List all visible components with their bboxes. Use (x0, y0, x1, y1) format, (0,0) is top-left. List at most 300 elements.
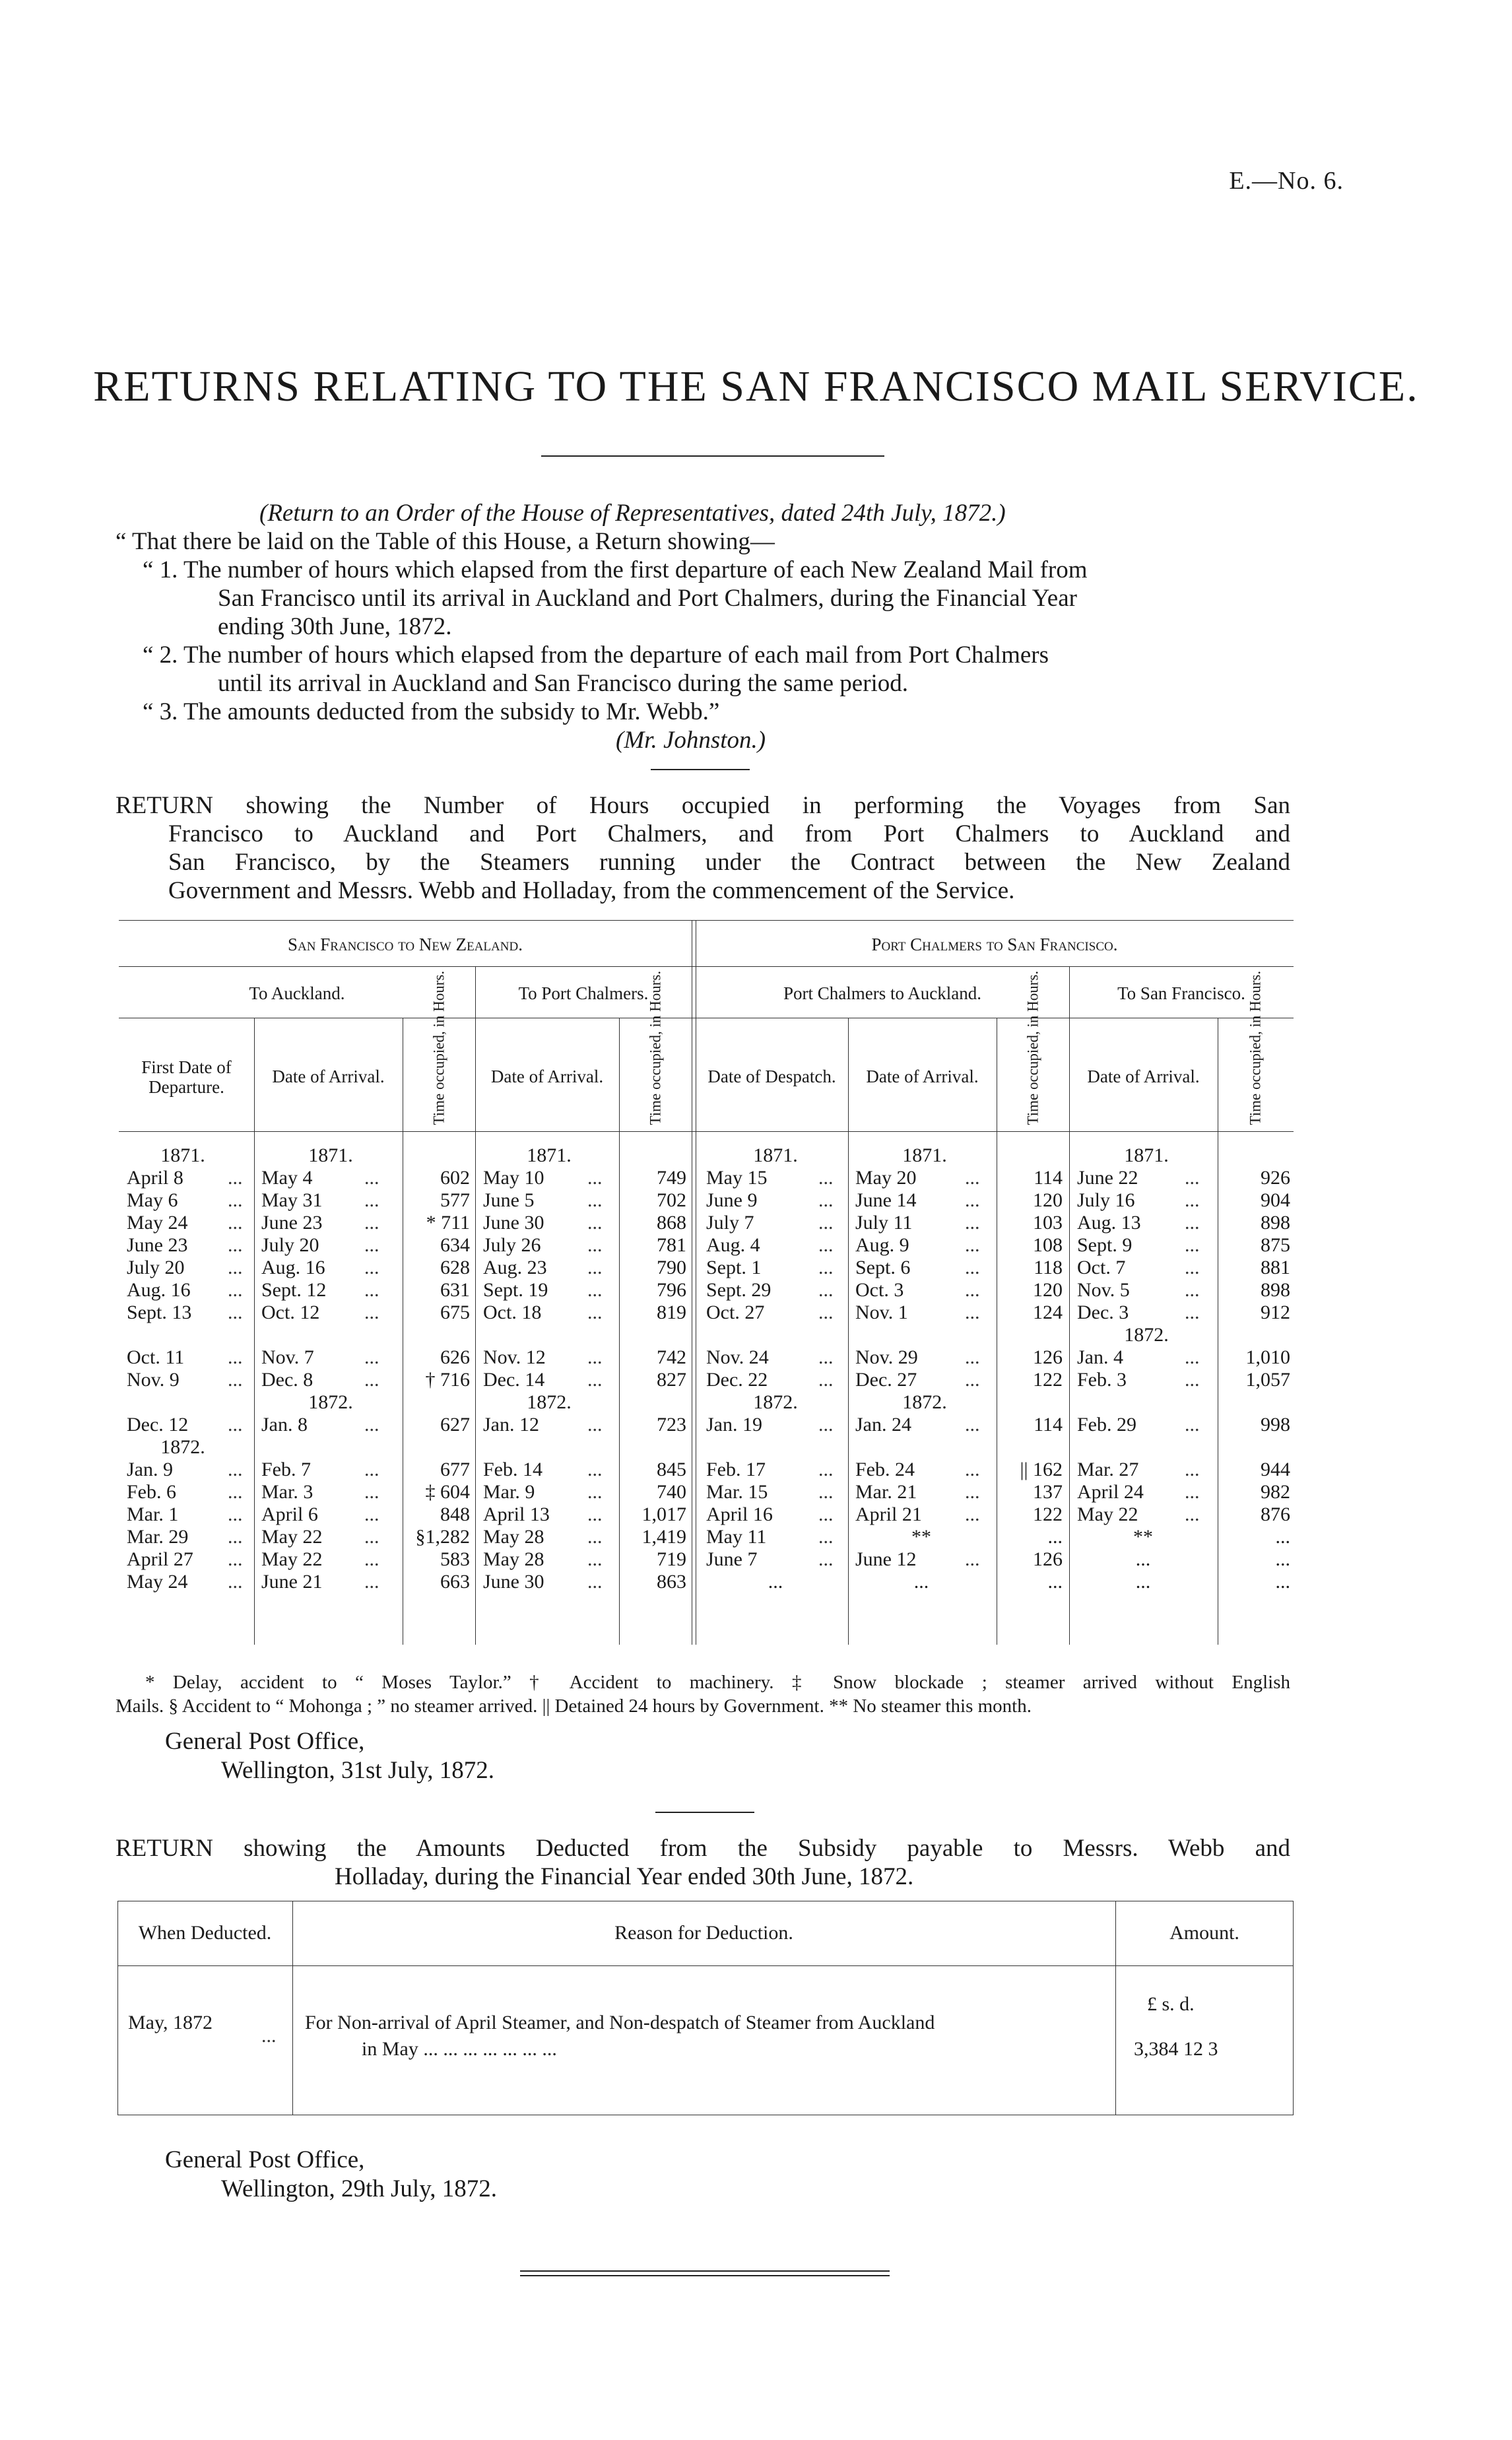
cell-arrival-pc: Dec. 14 (483, 1369, 545, 1391)
cell-arrival-auckland-2: Mar. 21 (855, 1481, 917, 1503)
cell-arrival-auckland-2: Nov. 29 (855, 1346, 918, 1368)
cell-arrival-pc-dots: ... (587, 1526, 603, 1548)
cell-departure-dots: ... (228, 1481, 243, 1503)
cell-hours-auckland-2: 114 (1034, 1167, 1063, 1189)
cell-departure-dots: ... (228, 1503, 243, 1525)
cell-arrival-pc: Aug. 23 (483, 1257, 547, 1278)
cell-departure: June 23 (127, 1234, 188, 1256)
cell-arrival-sf: Aug. 13 (1077, 1212, 1141, 1234)
table-row (119, 1167, 1294, 1189)
cell-arrival-auckland-dots: ... (364, 1526, 379, 1548)
table-row (119, 1571, 1294, 1593)
cell-hours-auckland-2: 126 (1033, 1346, 1063, 1368)
cell-arrival-pc: May 10 (483, 1167, 544, 1189)
cell-arrival-sf: ... (1135, 1548, 1151, 1570)
cell-departure: Mar. 1 (127, 1503, 179, 1525)
cell-hours-sf: ... (1275, 1571, 1290, 1593)
cell-arrival-auckland-dots: ... (364, 1257, 379, 1278)
cell-arrival-pc-dots: ... (587, 1257, 603, 1278)
cell-arrival-pc: May 28 (483, 1526, 544, 1548)
cell-despatch: June 9 (706, 1189, 758, 1211)
cell-arrival-auckland-2-dots: ... (965, 1346, 980, 1368)
group-header-rule (119, 966, 1294, 967)
cell-hours-sf: 898 (1261, 1212, 1290, 1234)
cell-departure: Dec. 12 (127, 1414, 189, 1435)
cell-hours-pc: 790 (657, 1257, 686, 1278)
cell-despatch: Aug. 4 (706, 1234, 760, 1256)
cell-departure: Jan. 9 (127, 1459, 173, 1480)
table-row (119, 1324, 1294, 1346)
cell-despatch: June 7 (706, 1548, 758, 1570)
page-title: RETURNS RELATING TO THE SAN FRANCISCO MAIL SERVICE. (93, 362, 1419, 411)
cell-arrival-pc-dots: ... (587, 1234, 603, 1256)
cell-arrival-sf: Oct. 7 (1077, 1257, 1126, 1278)
cell-arrival-pc: Oct. 18 (483, 1302, 542, 1323)
cell-hours-pc: 719 (657, 1548, 686, 1570)
cell-arrival-sf: Nov. 5 (1077, 1279, 1130, 1301)
cell-departure: July 20 (127, 1257, 185, 1278)
cell-departure-dots: ... (228, 1571, 243, 1593)
cell-arrival-auckland-2-dots: ... (965, 1548, 980, 1570)
deduction-when-dots: ... (261, 2025, 277, 2047)
cell-hours-auckland: 677 (440, 1459, 470, 1480)
table-row (119, 1234, 1294, 1257)
cell-arrival-sf: ** (1133, 1526, 1153, 1548)
cell-arrival-sf: May 22 (1077, 1503, 1138, 1525)
cell-arrival-sf-dots: ... (1185, 1234, 1200, 1256)
deduction-when-value: May, 1872 (128, 2012, 213, 2033)
cell-arrival-auckland: Oct. 12 (261, 1302, 320, 1323)
col-header-arrival-pc: Date of Arrival. (490, 1067, 604, 1086)
cell-arrival-auckland-dots: ... (364, 1302, 379, 1323)
cell-arrival-pc-dots: ... (587, 1167, 603, 1189)
cell-arrival-auckland-dots: ... (364, 1234, 379, 1256)
cell-arrival-auckland-dots: ... (364, 1548, 379, 1570)
cell-departure-dots: ... (228, 1167, 243, 1189)
order-item-1b: San Francisco until its arrival in Auckland and Port Chalmers, during the Financial Year (218, 585, 1077, 612)
cell-despatch-dots: ... (818, 1526, 834, 1548)
section-rule (655, 1812, 754, 1813)
return1-line-4: Government and Messrs. Webb and Holladay, from the commencement of the Service. (168, 877, 1015, 904)
cell-despatch: Oct. 27 (706, 1302, 765, 1323)
cell-arrival-auckland: May 31 (261, 1189, 323, 1211)
table-row (119, 1257, 1294, 1279)
cell-hours-sf: 876 (1261, 1503, 1290, 1525)
cell-hours-sf: ... (1275, 1526, 1290, 1548)
cell-arrival-sf: July 16 (1077, 1189, 1135, 1211)
cell-arrival-pc: Nov. 12 (483, 1346, 546, 1368)
cell-departure-dots: ... (228, 1526, 243, 1548)
cell-hours-sf: 898 (1261, 1279, 1290, 1301)
table-row (119, 1548, 1294, 1571)
col-header-time-auckland-2: Time occupied, in Hours. (1024, 970, 1041, 1125)
cell-arrival-auckland-2: Aug. 9 (855, 1234, 909, 1256)
table-row (119, 1302, 1294, 1324)
cell-despatch-dots: ... (818, 1481, 834, 1503)
voyage-table (119, 920, 1294, 1646)
cell-arrival-auckland-dots: ... (364, 1279, 379, 1301)
cell-arrival-auckland-2-dots: ... (965, 1503, 980, 1525)
cell-arrival-pc-dots: ... (587, 1279, 603, 1301)
order-line-1: “ That there be laid on the Table of this House, a Return showing— (115, 528, 775, 555)
table-row (119, 1144, 1294, 1167)
cell-hours-auckland-2: 137 (1033, 1481, 1063, 1503)
cell-hours-pc: 863 (657, 1571, 686, 1593)
cell-despatch: Dec. 22 (706, 1369, 768, 1391)
cell-departure: Mar. 29 (127, 1526, 189, 1548)
cell-arrival-sf: April 24 (1077, 1481, 1144, 1503)
cell-arrival-auckland: June 21 (261, 1571, 323, 1593)
cell-despatch: Nov. 24 (706, 1346, 769, 1368)
cell-hours-sf: 926 (1261, 1167, 1290, 1189)
cell-arrival-pc: July 26 (483, 1234, 541, 1256)
deduction-currency-header: £ s. d. (1147, 1993, 1195, 2015)
order-item-2b: until its arrival in Auckland and San Francisco during the same period. (218, 670, 909, 697)
subheader-to-san-francisco: To San Francisco. (1117, 983, 1245, 1003)
cell-departure-dots: ... (228, 1212, 243, 1234)
cell-departure: Oct. 11 (127, 1346, 185, 1368)
cell-arrival-auckland-dots: ... (364, 1414, 379, 1435)
cell-arrival-sf-dots: ... (1185, 1257, 1200, 1278)
table-row (119, 1481, 1294, 1503)
cell-arrival-pc-dots: ... (587, 1302, 603, 1323)
cell-hours-sf: 912 (1261, 1302, 1290, 1323)
cell-departure-dots: ... (228, 1302, 243, 1323)
table-top-rule (119, 920, 1294, 921)
cell-arrival-auckland-2: 1872. (902, 1391, 947, 1413)
cell-arrival-auckland-dots: ... (364, 1212, 379, 1234)
table-row (119, 1414, 1294, 1436)
cell-arrival-sf-dots: ... (1185, 1369, 1200, 1391)
table-row (119, 1459, 1294, 1481)
cell-arrival-auckland-2-dots: ... (965, 1481, 980, 1503)
cell-arrival-auckland-2: June 12 (855, 1548, 917, 1570)
cell-hours-auckland-2: 120 (1033, 1189, 1063, 1211)
cell-arrival-auckland-2-dots: ... (965, 1369, 980, 1391)
cell-departure-dots: ... (228, 1346, 243, 1368)
deduction-header-rule (117, 1965, 1294, 1966)
cell-despatch: Feb. 17 (706, 1459, 766, 1480)
cell-hours-auckland: † 716 (425, 1369, 470, 1391)
cell-arrival-sf-dots: ... (1185, 1481, 1200, 1503)
cell-despatch-dots: ... (818, 1459, 834, 1480)
cell-arrival-auckland-2: 1871. (902, 1144, 947, 1166)
cell-despatch: July 7 (706, 1212, 754, 1234)
footnote-line-1: * Delay, accident to “ Moses Taylor.” † Accident to machinery. ‡ Snow blockade ; steamer arrived without English (145, 1672, 1290, 1693)
cell-arrival-pc: Feb. 14 (483, 1459, 542, 1480)
cell-despatch: Sept. 29 (706, 1279, 772, 1301)
cell-hours-auckland-2: 122 (1033, 1503, 1063, 1525)
cell-departure-dots: ... (228, 1257, 243, 1278)
cell-arrival-auckland: July 20 (261, 1234, 319, 1256)
table-row (119, 1346, 1294, 1369)
subheader-to-port-chalmers: To Port Chalmers. (518, 983, 649, 1003)
cell-arrival-pc: 1872. (527, 1391, 572, 1413)
cell-arrival-auckland-dots: ... (364, 1481, 379, 1503)
cell-hours-auckland-2: ... (1047, 1571, 1063, 1593)
cell-hours-pc: 868 (657, 1212, 686, 1234)
cell-arrival-sf-dots: ... (1185, 1189, 1200, 1211)
cell-hours-auckland: 626 (440, 1346, 470, 1368)
cell-arrival-pc: Sept. 19 (483, 1279, 548, 1301)
cell-hours-auckland-2: 126 (1033, 1548, 1063, 1570)
cell-arrival-auckland-2: ** (911, 1526, 931, 1548)
cell-hours-sf: ... (1275, 1548, 1290, 1570)
cell-hours-sf: 1,057 (1245, 1369, 1290, 1391)
table-row (119, 1391, 1294, 1414)
cell-despatch-dots: ... (818, 1548, 834, 1570)
return1-line-2: Francisco to Auckland and Port Chalmers, and from Port Chalmers to Auckland and (168, 820, 1290, 847)
cell-despatch-dots: ... (818, 1302, 834, 1323)
cell-departure: Aug. 16 (127, 1279, 191, 1301)
deduction-col-reason: Reason for Deduction. (614, 1922, 793, 1944)
signoff1-place: Wellington, 31st July, 1872. (221, 1757, 494, 1784)
cell-arrival-sf-dots: ... (1185, 1167, 1200, 1189)
cell-arrival-auckland-2-dots: ... (965, 1257, 980, 1278)
cell-hours-pc: 702 (657, 1189, 686, 1211)
cell-hours-auckland-2: 118 (1034, 1257, 1063, 1278)
cell-arrival-auckland-2: May 20 (855, 1167, 917, 1189)
cell-arrival-pc: Jan. 12 (483, 1414, 539, 1435)
cell-arrival-sf-dots: ... (1185, 1212, 1200, 1234)
cell-arrival-pc: June 30 (483, 1212, 544, 1234)
cell-arrival-pc-dots: ... (587, 1459, 603, 1480)
table-row (119, 1526, 1294, 1548)
cell-hours-pc: 845 (657, 1459, 686, 1480)
cell-hours-auckland: 577 (440, 1189, 470, 1211)
cell-hours-auckland-2: 120 (1033, 1279, 1063, 1301)
cell-arrival-auckland-2: Nov. 1 (855, 1302, 908, 1323)
cell-departure: April 27 (127, 1548, 193, 1570)
cell-arrival-auckland: June 23 (261, 1212, 323, 1234)
cell-arrival-auckland-dots: ... (364, 1189, 379, 1211)
cell-departure: Sept. 13 (127, 1302, 192, 1323)
cell-arrival-auckland-2: July 11 (855, 1212, 913, 1234)
cell-arrival-auckland-dots: ... (364, 1571, 379, 1593)
cell-arrival-pc-dots: ... (587, 1212, 603, 1234)
cell-hours-pc: 781 (657, 1234, 686, 1256)
deduction-amount-value: 3,384 12 3 (1134, 2038, 1218, 2060)
cell-departure: Feb. 6 (127, 1481, 176, 1503)
cell-departure-dots: ... (228, 1189, 243, 1211)
deduction-table (117, 1901, 1294, 2115)
cell-hours-auckland: 663 (440, 1571, 470, 1593)
signoff1-office: General Post Office, (165, 1728, 365, 1755)
cell-despatch: April 16 (706, 1503, 773, 1525)
cell-despatch-dots: ... (818, 1234, 834, 1256)
cell-arrival-auckland-2: April 21 (855, 1503, 922, 1525)
group-header-pc-sf: Port Chalmers to San Francisco. (871, 935, 1118, 954)
cell-despatch: 1872. (753, 1391, 798, 1413)
cell-arrival-pc-dots: ... (587, 1189, 603, 1211)
cell-hours-sf: 881 (1261, 1257, 1290, 1278)
column-header-rule (119, 1131, 1294, 1132)
cell-despatch-dots: ... (818, 1346, 834, 1368)
cell-departure: May 24 (127, 1212, 188, 1234)
cell-arrival-auckland-2-dots: ... (965, 1459, 980, 1480)
cell-despatch: Mar. 15 (706, 1481, 768, 1503)
table-row (119, 1436, 1294, 1459)
cell-departure-dots: ... (228, 1459, 243, 1480)
cell-hours-auckland: 848 (440, 1503, 470, 1525)
cell-arrival-auckland-dots: ... (364, 1459, 379, 1480)
cell-hours-auckland: §1,282 (415, 1526, 470, 1548)
cell-arrival-sf: Jan. 4 (1077, 1346, 1123, 1368)
closing-rule-top (520, 2270, 890, 2272)
cell-arrival-auckland-2-dots: ... (965, 1234, 980, 1256)
cell-arrival-auckland: Nov. 7 (261, 1346, 314, 1368)
cell-despatch-dots: ... (818, 1189, 834, 1211)
table-row (119, 1503, 1294, 1526)
cell-despatch: ... (768, 1571, 783, 1593)
cell-hours-sf: 875 (1261, 1234, 1290, 1256)
footnote-line-2: Mails. § Accident to “ Mohonga ; ” no steamer arrived. || Detained 24 hours by Government. ** No steamer this month. (115, 1696, 1032, 1717)
subheader-to-auckland: To Auckland. (249, 983, 345, 1003)
cell-hours-auckland-2: ... (1047, 1526, 1063, 1548)
table-row (119, 1212, 1294, 1234)
cell-arrival-sf: 1871. (1124, 1144, 1169, 1166)
closing-rule-bottom (520, 2275, 890, 2276)
cell-arrival-auckland-2: Dec. 27 (855, 1369, 917, 1391)
cell-arrival-auckland-2: June 14 (855, 1189, 917, 1211)
cell-arrival-pc-dots: ... (587, 1548, 603, 1570)
cell-despatch: May 11 (706, 1526, 767, 1548)
cell-arrival-auckland-2: ... (913, 1571, 929, 1593)
cell-arrival-sf-dots: ... (1185, 1459, 1200, 1480)
cell-departure: May 24 (127, 1571, 188, 1593)
deduction-col-when: When Deducted. (138, 1922, 272, 1944)
order-rule (651, 769, 750, 770)
cell-arrival-pc: 1871. (527, 1144, 572, 1166)
order-item-3: “ 3. The amounts deducted from the subsidy to Mr. Webb.” (143, 698, 720, 725)
cell-hours-sf: 944 (1261, 1459, 1290, 1480)
cell-arrival-auckland-2-dots: ... (965, 1167, 980, 1189)
cell-arrival-auckland-2: Sept. 6 (855, 1257, 911, 1278)
cell-arrival-pc-dots: ... (587, 1414, 603, 1435)
table-row (119, 1369, 1294, 1391)
cell-departure-dots: ... (228, 1279, 243, 1301)
cell-arrival-auckland: Aug. 16 (261, 1257, 325, 1278)
cell-hours-auckland: ‡ 604 (425, 1481, 470, 1503)
col-header-arrival-auckland-2: Date of Arrival. (866, 1067, 979, 1086)
cell-hours-auckland-2: 114 (1034, 1414, 1063, 1435)
return2-line-2: Holladay, during the Financial Year ended 30th June, 1872. (335, 1863, 914, 1890)
cell-arrival-auckland-dots: ... (364, 1346, 379, 1368)
document-code: E.—No. 6. (1229, 167, 1344, 195)
cell-arrival-auckland: 1871. (308, 1144, 353, 1166)
cell-hours-auckland-2: 124 (1033, 1302, 1063, 1323)
cell-arrival-sf: Dec. 3 (1077, 1302, 1129, 1323)
cell-arrival-auckland-dots: ... (364, 1503, 379, 1525)
cell-departure-dots: ... (228, 1414, 243, 1435)
cell-hours-sf: 1,010 (1245, 1346, 1290, 1368)
order-item-2a: “ 2. The number of hours which elapsed from the departure of each mail from Port Chalmers (143, 642, 1049, 669)
cell-despatch-dots: ... (818, 1369, 834, 1391)
group-header-sf-nz: San Francisco to New Zealand. (288, 935, 523, 954)
col-header-despatch: Date of Despatch. (707, 1067, 836, 1086)
cell-arrival-sf: 1872. (1124, 1324, 1169, 1346)
cell-arrival-sf-dots: ... (1185, 1302, 1200, 1323)
cell-departure: 1871. (160, 1144, 205, 1166)
cell-despatch: May 15 (706, 1167, 768, 1189)
cell-arrival-auckland-2-dots: ... (965, 1212, 980, 1234)
return2-line-1: RETURN showing the Amounts Deducted from the Subsidy payable to Messrs. Webb and (115, 1835, 1290, 1862)
cell-arrival-sf-dots: ... (1185, 1414, 1200, 1435)
cell-hours-sf: 982 (1261, 1481, 1290, 1503)
signoff2-place: Wellington, 29th July, 1872. (221, 2175, 498, 2202)
cell-arrival-sf-dots: ... (1185, 1279, 1200, 1301)
order-item-1c: ending 30th June, 1872. (218, 613, 452, 640)
col-header-time-pc: Time occupied, in Hours. (647, 970, 664, 1125)
cell-arrival-sf: Feb. 3 (1077, 1369, 1127, 1391)
cell-hours-auckland: 631 (440, 1279, 470, 1301)
col-header-arrival-sf: Date of Arrival. (1087, 1067, 1200, 1086)
cell-arrival-auckland-2-dots: ... (965, 1414, 980, 1435)
col-header-first-date: First Date of Departure. (141, 1057, 232, 1097)
cell-hours-pc: 740 (657, 1481, 686, 1503)
cell-hours-auckland: 627 (440, 1414, 470, 1435)
cell-hours-auckland-2: 108 (1033, 1234, 1063, 1256)
col-header-time-auckland: Time occupied, in Hours. (430, 970, 447, 1125)
cell-arrival-pc-dots: ... (587, 1346, 603, 1368)
cell-despatch: Sept. 1 (706, 1257, 762, 1278)
cell-despatch-dots: ... (818, 1257, 834, 1278)
cell-departure-dots: ... (228, 1369, 243, 1391)
cell-hours-auckland: 583 (440, 1548, 470, 1570)
cell-hours-auckland: 675 (440, 1302, 470, 1323)
cell-hours-auckland-2: || 162 (1020, 1459, 1063, 1480)
cell-despatch-dots: ... (818, 1503, 834, 1525)
cell-hours-pc: 827 (657, 1369, 686, 1391)
cell-arrival-auckland-dots: ... (364, 1369, 379, 1391)
cell-arrival-sf: Feb. 29 (1077, 1414, 1136, 1435)
cell-arrival-auckland: April 6 (261, 1503, 318, 1525)
table-row (119, 1279, 1294, 1302)
cell-arrival-auckland-2-dots: ... (965, 1189, 980, 1211)
cell-hours-pc: 1,017 (641, 1503, 686, 1525)
return1-line-1: RETURN showing the Number of Hours occupied in performing the Voyages from San (115, 792, 1290, 819)
cell-hours-auckland: 602 (440, 1167, 470, 1189)
cell-hours-pc: 742 (657, 1346, 686, 1368)
order-mover: (Mr. Johnston.) (616, 727, 766, 754)
order-item-1a: “ 1. The number of hours which elapsed from the first departure of each New Zealand Mail from (143, 556, 1088, 583)
cell-arrival-auckland-2: Oct. 3 (855, 1279, 904, 1301)
cell-arrival-pc: Mar. 9 (483, 1481, 535, 1503)
cell-departure-dots: ... (228, 1548, 243, 1570)
cell-arrival-sf: ... (1135, 1571, 1151, 1593)
cell-departure: May 6 (127, 1189, 178, 1211)
cell-despatch-dots: ... (818, 1279, 834, 1301)
deduction-reason-line-2: in May ... ... ... ... ... ... ... (362, 2038, 557, 2060)
cell-arrival-auckland: Sept. 12 (261, 1279, 327, 1301)
col-header-arrival-auckland: Date of Arrival. (272, 1067, 385, 1086)
cell-arrival-auckland: May 22 (261, 1548, 323, 1570)
cell-despatch-dots: ... (818, 1212, 834, 1234)
cell-arrival-sf-dots: ... (1185, 1346, 1200, 1368)
cell-hours-auckland: 628 (440, 1257, 470, 1278)
cell-departure: Nov. 9 (127, 1369, 180, 1391)
cell-arrival-pc: April 13 (483, 1503, 550, 1525)
cell-hours-pc: 723 (657, 1414, 686, 1435)
cell-arrival-sf: June 22 (1077, 1167, 1138, 1189)
cell-departure: 1872. (160, 1436, 205, 1458)
deduction-col-amount: Amount. (1169, 1922, 1239, 1944)
cell-hours-auckland: 634 (440, 1234, 470, 1256)
cell-arrival-auckland: May 4 (261, 1167, 313, 1189)
cell-arrival-auckland-2: Jan. 24 (855, 1414, 911, 1435)
cell-arrival-auckland: Mar. 3 (261, 1481, 313, 1503)
cell-despatch: Jan. 19 (706, 1414, 762, 1435)
